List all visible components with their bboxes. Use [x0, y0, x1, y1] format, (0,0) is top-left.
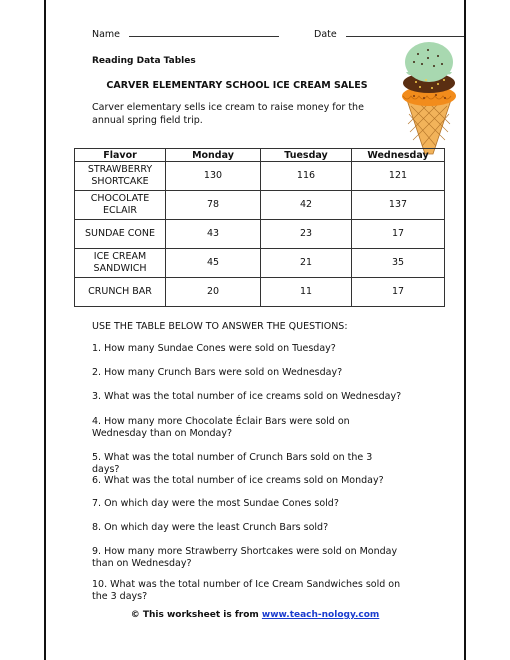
name-line[interactable]	[129, 28, 279, 37]
table-row	[75, 162, 445, 191]
ice-cream-cone-icon	[398, 40, 460, 156]
flavor-cell	[75, 249, 166, 278]
tuesday-cell: 116	[261, 162, 352, 191]
question-2: 2. How many Crunch Bars were sold on Wednesday?	[92, 367, 343, 378]
wednesday-cell: 121	[352, 162, 445, 191]
flavor-line-1: ICE CREAM	[93, 251, 147, 262]
question-6: 6. What was the total number of ice creams sold on Monday?	[92, 475, 384, 486]
intro-line-1: Carver elementary sells ice cream to raise money for the	[92, 102, 364, 113]
flavor-line-2: SHORTCAKE	[91, 176, 149, 187]
date-line[interactable]	[346, 28, 464, 37]
header-wednesday: Wednesday	[352, 149, 445, 162]
flavor-line-1: STRAWBERRY	[87, 164, 153, 175]
tuesday-cell: 42	[261, 191, 352, 220]
footer-link[interactable]: www.teach-nology.com	[261, 610, 380, 620]
table-row	[75, 278, 445, 307]
flavor-cell	[75, 191, 166, 220]
question-10: 10. What was the total number of Ice Cream Sandwiches sold on the 3 days?	[92, 579, 401, 602]
question-7: 7. On which day were the most Sundae Cones sold?	[92, 498, 339, 509]
monday-cell: 45	[166, 249, 261, 278]
name-label: Name	[92, 29, 121, 40]
monday-cell: 20	[166, 278, 261, 307]
footer-credit	[0, 610, 510, 620]
monday-cell: 130	[166, 162, 261, 191]
wednesday-cell: 17	[352, 278, 445, 307]
date-field[interactable]	[314, 28, 474, 40]
question-5: 5. What was the total number of Crunch Bars sold on the 3 days?	[92, 452, 373, 475]
table-row	[75, 220, 445, 249]
monday-cell: 78	[166, 191, 261, 220]
monday-cell: 43	[166, 220, 261, 249]
flavor-line-2: SANDWICH	[93, 263, 147, 274]
tuesday-cell: 21	[261, 249, 352, 278]
question-3: 3. What was the total number of ice creams sold on Wednesday?	[92, 391, 402, 402]
worksheet-subtitle: Reading Data Tables	[92, 56, 196, 66]
flavor-cell: SUNDAE CONE	[75, 220, 166, 249]
table-header-row	[75, 149, 445, 162]
header-flavor: Flavor	[75, 149, 166, 162]
header-monday: Monday	[166, 149, 261, 162]
flavor-line-1: CHOCOLATE	[90, 193, 150, 204]
right-margin-rule	[464, 0, 466, 660]
table-row	[75, 191, 445, 220]
ice-cream-sales-table	[74, 148, 445, 307]
questions-heading: USE THE TABLE BELOW TO ANSWER THE QUESTIONS:	[92, 321, 348, 332]
question-9: 9. How many more Strawberry Shortcakes were sold on Monday than on Wednesday?	[92, 546, 398, 569]
wednesday-cell: 17	[352, 220, 445, 249]
table-row	[75, 249, 445, 278]
intro-line-2: annual spring field trip.	[92, 115, 203, 126]
question-8: 8. On which day were the least Crunch Bars sold?	[92, 522, 329, 533]
header-tuesday: Tuesday	[261, 149, 352, 162]
wednesday-cell: 137	[352, 191, 445, 220]
flavor-cell	[75, 162, 166, 191]
footer-text: © This worksheet is from	[130, 610, 262, 620]
intro-text	[92, 101, 392, 127]
left-margin-rule	[44, 0, 46, 660]
flavor-cell: CRUNCH BAR	[75, 278, 166, 307]
wednesday-cell: 35	[352, 249, 445, 278]
question-1: 1. How many Sundae Cones were sold on Tuesday?	[92, 343, 336, 354]
tuesday-cell: 11	[261, 278, 352, 307]
tuesday-cell: 23	[261, 220, 352, 249]
worksheet-title: CARVER ELEMENTARY SCHOOL ICE CREAM SALES	[106, 80, 368, 91]
flavor-line-2: ECLAIR	[102, 205, 138, 216]
name-field[interactable]	[92, 28, 302, 40]
question-4: 4. How many more Chocolate Éclair Bars were sold on Wednesday than on Monday?	[92, 416, 350, 439]
date-label: Date	[314, 29, 337, 40]
